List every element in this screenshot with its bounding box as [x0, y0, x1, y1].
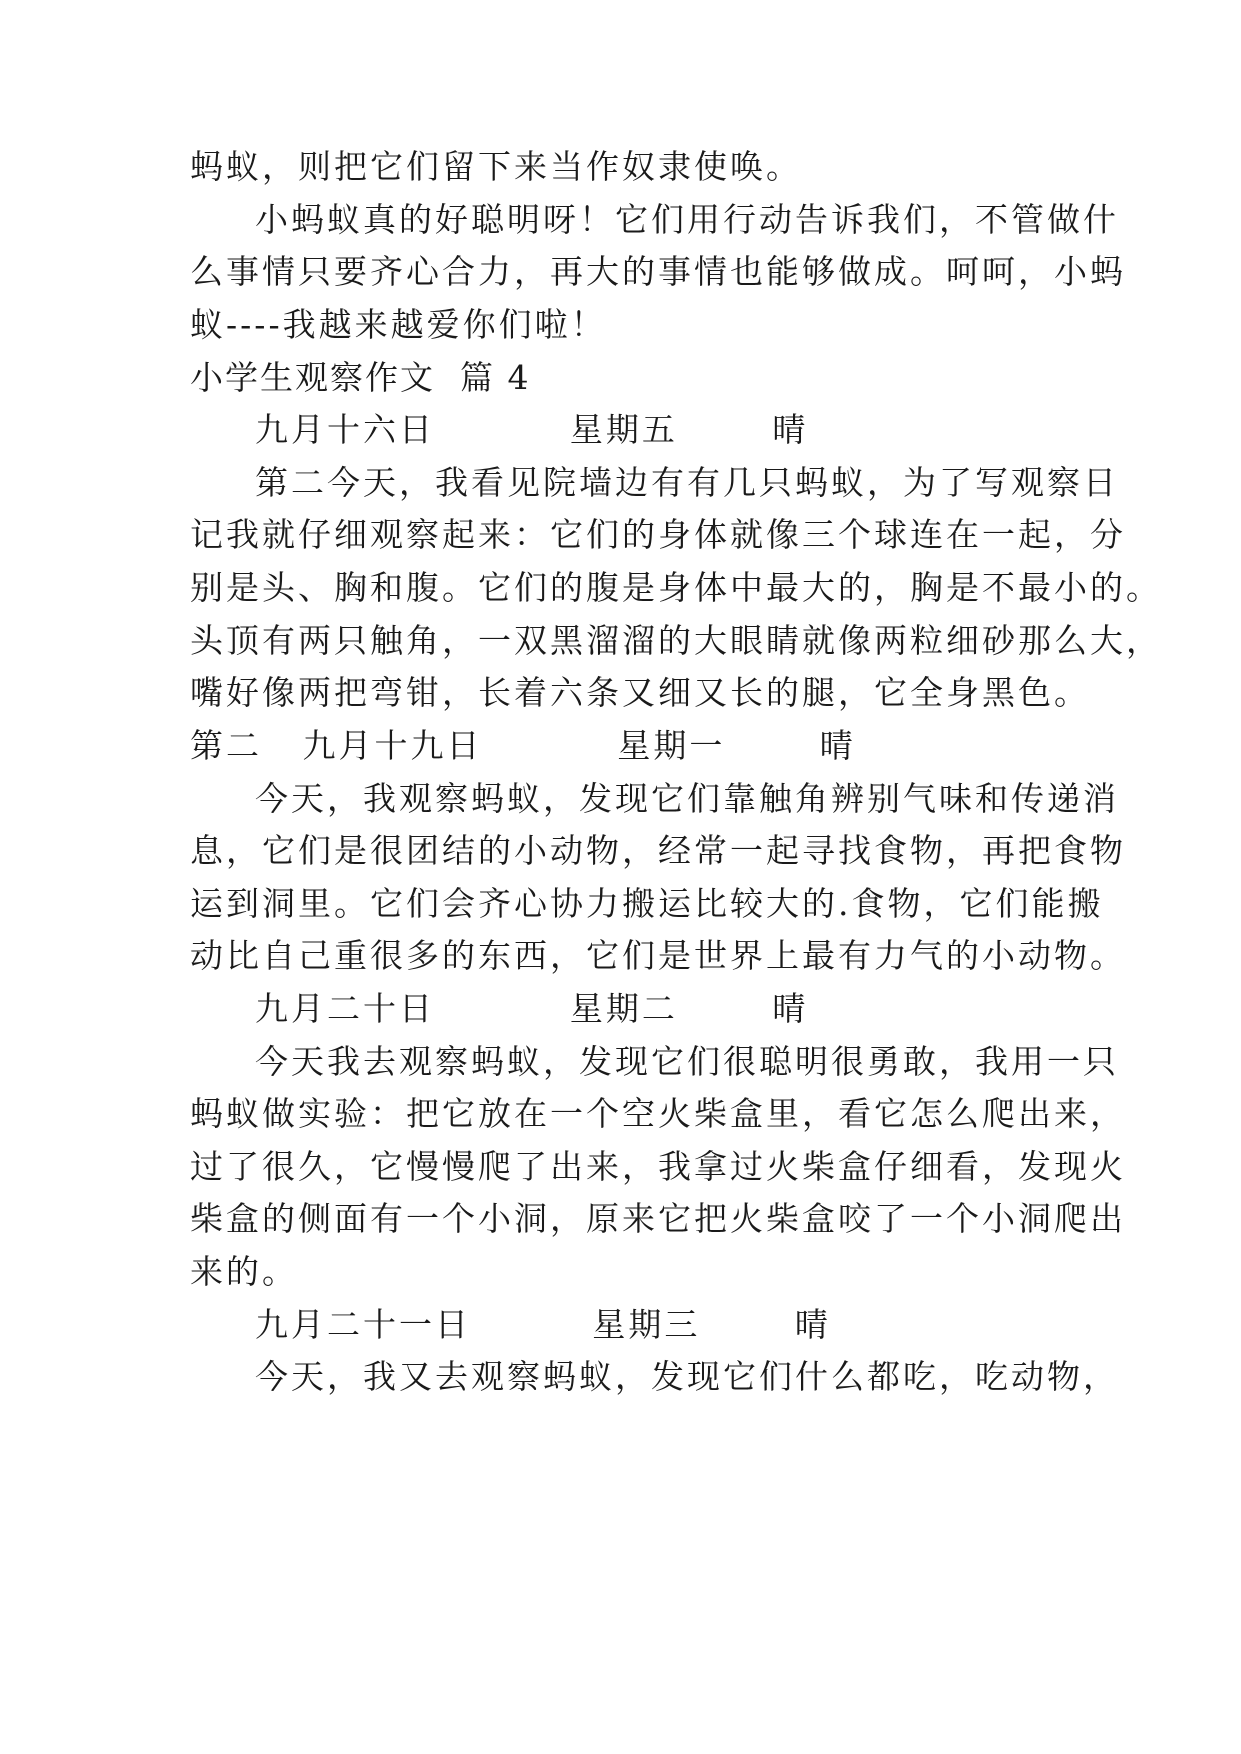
text-line: 来的。: [190, 1252, 298, 1291]
text-line: 今天我去观察蚂蚁，发现它们很聪明很勇敢，我用一只: [255, 1042, 1119, 1081]
diary-date-line: 九月二十一日 星期三 晴: [255, 1305, 831, 1344]
diary-date-line: 九月二十日 星期二 晴: [255, 989, 809, 1028]
text-line: 息，它们是很团结的小动物，经常一起寻找食物，再把食物: [190, 831, 1126, 870]
text-line: 蚁----我越来越爱你们啦！: [190, 305, 607, 344]
text-line: 头顶有两只触角，一双黑溜溜的大眼睛就像两粒细砂那么大，: [190, 621, 1162, 660]
text-line: 么事情只要齐心合力，再大的事情也能够做成。呵呵，小蚂: [190, 252, 1126, 291]
text-line: 今天，我又去观察蚂蚁，发现它们什么都吃，吃动物，: [255, 1357, 1119, 1396]
text-line: 运到洞里。它们会齐心协力搬运比较大的.食物，它们能搬: [190, 884, 1104, 923]
diary-date-line: 第二 九月十九日 星期一 晴: [190, 726, 856, 765]
text-line: 记我就仔细观察起来：它们的身体就像三个球连在一起，分: [190, 515, 1126, 554]
text-line: 小蚂蚁真的好聪明呀！它们用行动告诉我们，不管做什: [255, 200, 1119, 239]
text-line: 动比自己重很多的东西，它们是世界上最有力气的小动物。: [190, 936, 1126, 975]
text-line: 第二今天，我看见院墙边有有几只蚂蚁，为了写观察日: [255, 463, 1119, 502]
text-line: 别是头、胸和腹。它们的腹是身体中最大的，胸是不最小的。: [190, 568, 1162, 607]
diary-date-line: 九月十六日 星期五 晴: [255, 410, 809, 449]
text-line: 蚂蚁，则把它们留下来当作奴隶使唤。: [190, 147, 802, 186]
text-line: 柴盒的侧面有一个小洞，原来它把火柴盒咬了一个小洞爬出: [190, 1199, 1126, 1238]
text-line: 过了很久，它慢慢爬了出来，我拿过火柴盒仔细看，发现火: [190, 1147, 1126, 1186]
text-line: 蚂蚁做实验：把它放在一个空火柴盒里，看它怎么爬出来，: [190, 1094, 1126, 1133]
section-heading: 小学生观察作文 篇 4: [190, 358, 531, 397]
text-line: 今天，我观察蚂蚁，发现它们靠触角辨别气味和传递消: [255, 779, 1119, 818]
text-line: 嘴好像两把弯钳，长着六条又细又长的腿，它全身黑色。: [190, 673, 1090, 712]
